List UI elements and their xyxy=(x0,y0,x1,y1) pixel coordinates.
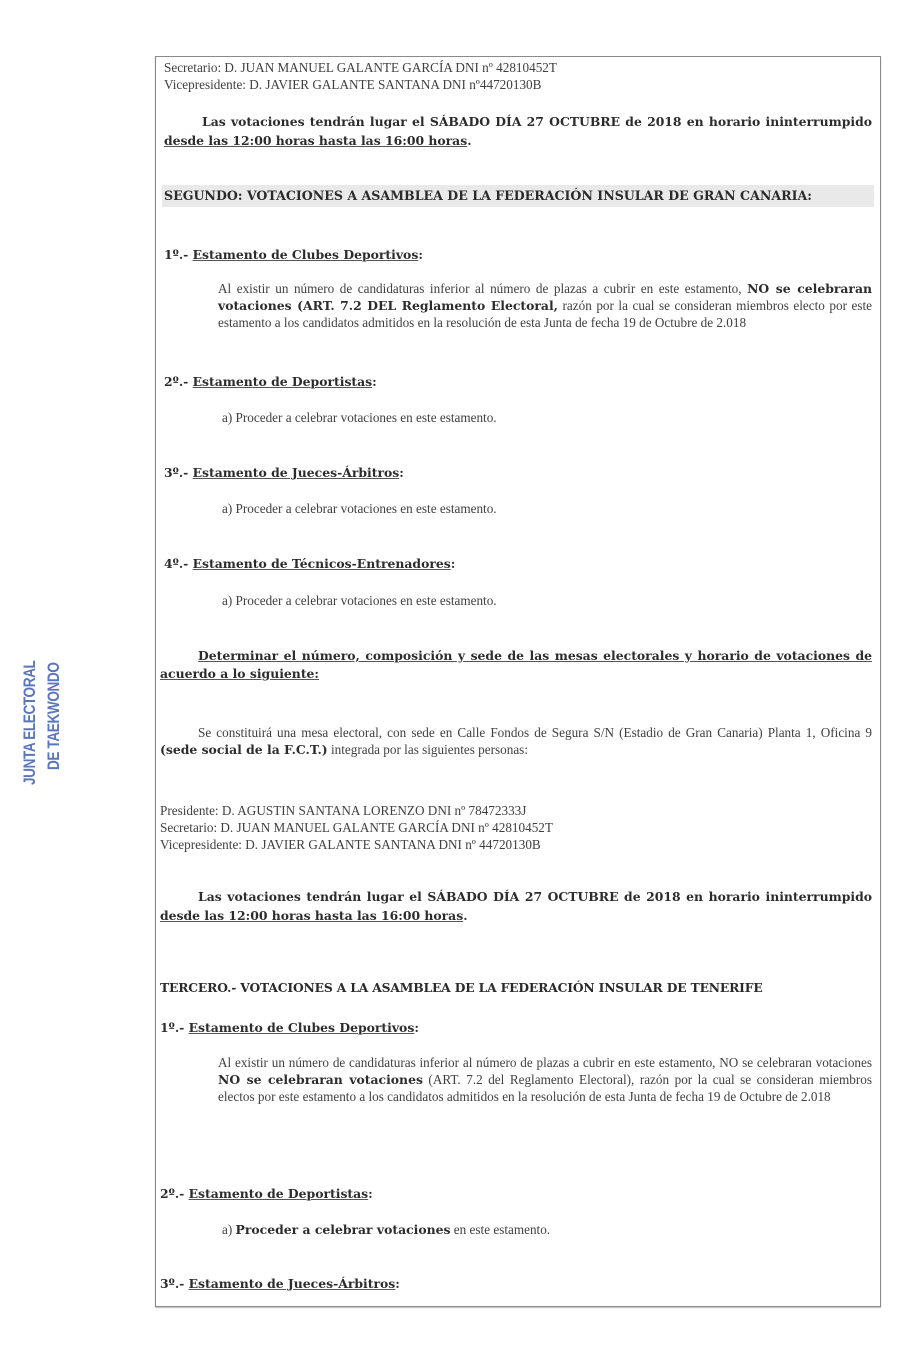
item-colon: : xyxy=(418,247,423,262)
text-prefix: a) xyxy=(222,1222,236,1237)
segundo-item-1-heading xyxy=(164,246,872,263)
text-bold: NO se celebraran votaciones xyxy=(218,1072,423,1087)
item-colon: : xyxy=(450,556,456,571)
text-bold: Proceder a celebrar votaciones xyxy=(235,1222,451,1237)
text-bold: NO se celebraran votaciones (ART. 7.2 DEL Reglamento Electoral, xyxy=(218,281,872,313)
stamp-line-1: JUNTA ELECTORAL xyxy=(20,660,39,785)
item-number: 2º.- xyxy=(164,374,193,389)
mesa-secretario: Secretario: D. JUAN MANUEL GALANTE GARCÍA DNI nº 42810452T xyxy=(160,820,553,835)
top-votaciones-end: . xyxy=(467,133,472,148)
item-number: 2º.- xyxy=(160,1186,189,1201)
tercero-item-3-heading xyxy=(160,1275,872,1292)
junta-electoral-stamp xyxy=(18,605,70,785)
segundo-item-4-text: a) Proceder a celebrar votaciones en este estamento. xyxy=(222,593,497,608)
item-title: Estamento de Clubes Deportivos xyxy=(192,247,419,262)
segundo-item-3-text: a) Proceder a celebrar votaciones en este estamento. xyxy=(222,501,497,516)
top-vicepresidente: Vicepresidente: D. JAVIER GALANTE SANTANA DNI nº44720130B xyxy=(164,77,542,92)
item-colon: : xyxy=(399,465,404,480)
text-post: razón por la cual se consideran miembros electo por este estamento a los candidatos admitidos en la resolución de esta Junta de fecha 19 de Octubre de 2.018 xyxy=(218,298,872,330)
mesa-paragraph xyxy=(160,724,872,758)
item-number: 4º.- xyxy=(164,556,193,571)
mesa-bold: (sede social de la F.C.T.) xyxy=(160,742,328,757)
item-title: Estamento de Deportistas xyxy=(192,374,373,389)
item-colon: : xyxy=(395,1276,400,1291)
tercero-item-2-text xyxy=(222,1221,872,1238)
tercero-heading: TERCERO.- VOTACIONES A LA ASAMBLEA DE LA FEDERACIÓN INSULAR DE TENERIFE xyxy=(160,980,763,995)
item-number: 3º.- xyxy=(164,465,193,480)
tercero-item-1-text xyxy=(218,1054,872,1105)
item-title: Estamento de Deportistas xyxy=(188,1186,369,1201)
mesa-pre: Se constituirá una mesa electoral, con sede en Calle Fondos de Segura S/N (Estadio de Gran Canaria) Planta 1, Oficina 9 xyxy=(198,725,872,740)
segundo-votaciones-text: Las votaciones tendrán lugar el SÁBADO DÍA 27 OCTUBRE de 2018 en horario ininterrumpido xyxy=(198,889,872,904)
item-title: Estamento de Clubes Deportivos xyxy=(188,1020,415,1035)
item-number: 3º.- xyxy=(160,1276,189,1291)
stamp-line-2: DE TAEKWONDO xyxy=(44,662,63,770)
item-title: Estamento de Técnicos-Entrenadores xyxy=(192,556,451,571)
item-title: Estamento de Jueces-Árbitros xyxy=(192,465,400,480)
determinar-heading: Determinar el número, composición y sede de las mesas electorales y horario de votaciones de acuerdo a lo siguiente: xyxy=(160,648,872,681)
segundo-item-3-heading xyxy=(164,464,872,481)
tercero-item-1-heading xyxy=(160,1019,872,1036)
segundo-votaciones-end: . xyxy=(463,908,468,923)
segundo-item-2-heading xyxy=(164,373,872,390)
document-page xyxy=(155,56,881,1307)
mesa-presidente: Presidente: D. AGUSTIN SANTANA LORENZO DNI nº 78472333J xyxy=(160,803,527,818)
item-number: 1º.- xyxy=(160,1020,189,1035)
text-post: en este estamento. xyxy=(450,1222,551,1237)
segundo-item-4-heading xyxy=(164,555,872,572)
top-secretario: Secretario: D. JUAN MANUEL GALANTE GARCÍA DNI nº 42810452T xyxy=(164,60,557,75)
text-pre: Al existir un número de candidaturas inferior al número de plazas a cubrir en este estamento, NO se celebraran votaciones xyxy=(218,1055,872,1070)
item-colon: : xyxy=(372,374,377,389)
top-votaciones-paragraph xyxy=(164,112,872,150)
item-title: Estamento de Jueces-Árbitros xyxy=(188,1276,396,1291)
top-votaciones-hours: desde las 12:00 horas hasta las 16:00 horas xyxy=(164,133,468,148)
mesa-vicepresidente: Vicepresidente: D. JAVIER GALANTE SANTANA DNI nº 44720130B xyxy=(160,837,541,852)
segundo-heading: SEGUNDO: VOTACIONES A ASAMBLEA DE LA FEDERACIÓN INSULAR DE GRAN CANARIA: xyxy=(162,185,874,207)
segundo-votaciones-paragraph xyxy=(160,887,872,925)
text-post: (ART. 7.2 del Reglamento Electoral), razón por la cual se consideran miembros electos por este estamento a los candidatos admitidos en la resolución de esta Junta de fecha 19 de Octubre de 2.018 xyxy=(218,1072,872,1104)
item-colon: : xyxy=(368,1186,373,1201)
item-colon: : xyxy=(414,1020,419,1035)
top-votaciones-text: Las votaciones tendrán lugar el SÁBADO DÍA 27 OCTUBRE de 2018 en horario ininterrumpido xyxy=(202,114,872,129)
segundo-item-1-text xyxy=(218,280,872,331)
text-pre: Al existir un número de candidaturas inferior al número de plazas a cubrir en este estamento, xyxy=(218,281,748,296)
item-number: 1º.- xyxy=(164,247,193,262)
tercero-item-2-heading xyxy=(160,1185,872,1202)
segundo-votaciones-hours: desde las 12:00 horas hasta las 16:00 horas xyxy=(160,908,464,923)
segundo-item-2-text: a) Proceder a celebrar votaciones en este estamento. xyxy=(222,410,497,425)
mesa-post: integrada por las siguientes personas: xyxy=(327,742,528,757)
